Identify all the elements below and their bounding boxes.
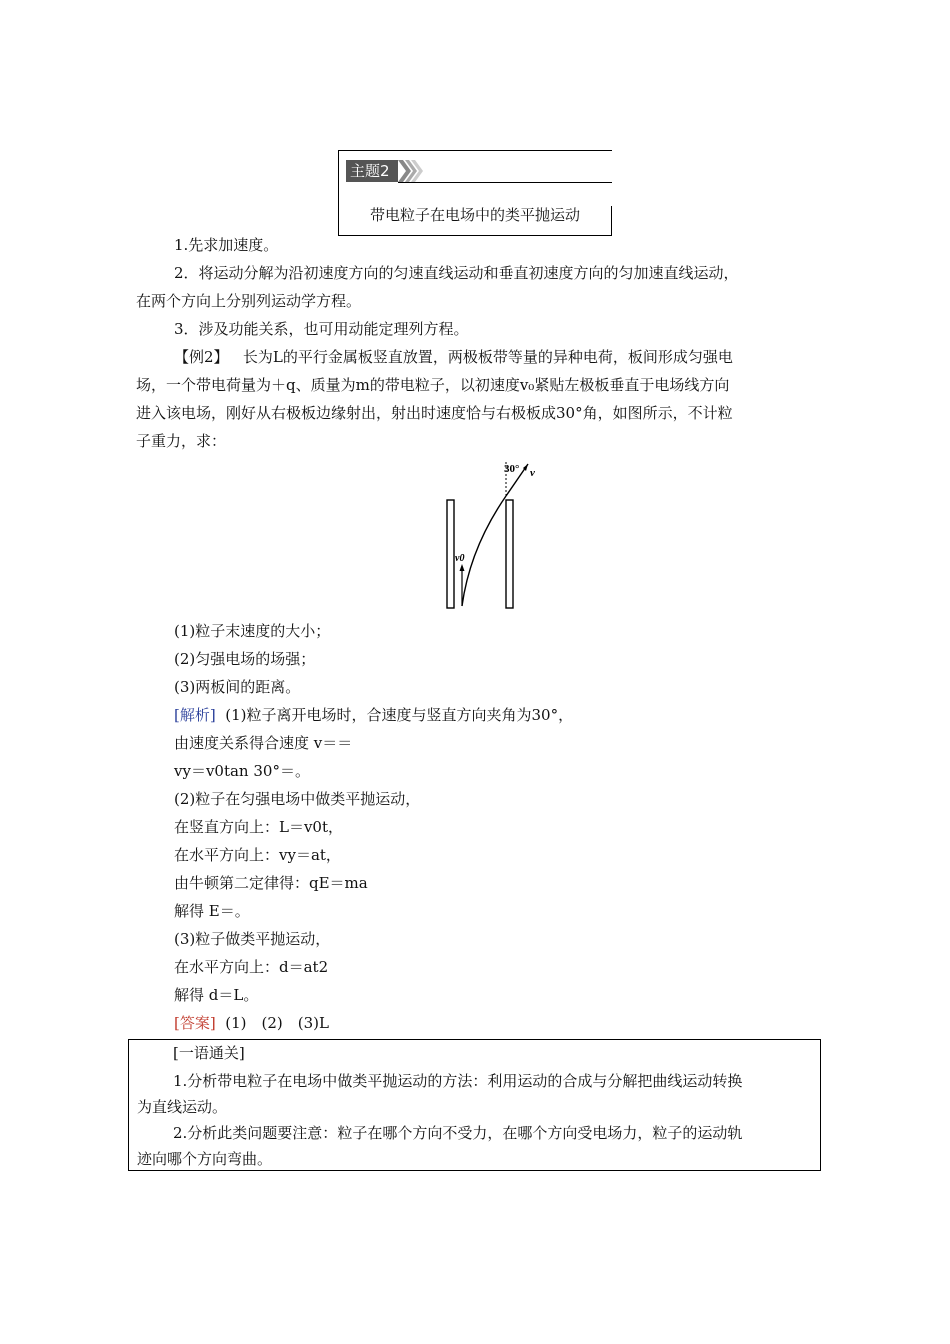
- summary-item-2: 2.分析此类问题要注意：粒子在哪个方向不受力，在哪个方向受电场力，粒子的运动轨: [173, 1124, 743, 1142]
- step-2-cont: 在两个方向上分别列运动学方程。: [136, 292, 362, 310]
- example-line-2: 场，一个带电荷量为＋q、质量为m的带电粒子，以初速度v₀紧贴左极板垂直于电场线方向: [136, 376, 730, 394]
- step-2: 2．将运动分解为沿初速度方向的匀速直线运动和垂直初速度方向的匀加速直线运动，: [174, 264, 739, 282]
- example-line-4: 子重力，求：: [136, 432, 227, 450]
- v0-arrow-head: [460, 564, 465, 571]
- divider: [611, 206, 612, 236]
- divider: [338, 150, 612, 151]
- summary-item-1: 1.分析带电粒子在电场中做类平抛运动的方法：利用运动的合成与分解把曲线运动转换: [173, 1072, 743, 1090]
- summary-item-2-cont: 迹向哪个方向弯曲。: [137, 1150, 273, 1168]
- step-3: 3．涉及功能关系，也可用动能定理列方程。: [174, 320, 469, 338]
- solution-label: [解析]: [174, 706, 216, 724]
- v-label: v: [530, 467, 535, 479]
- question-1: (1)粒子末速度的大小；: [174, 622, 331, 640]
- solution-line-2: 由速度关系得合速度 v＝＝: [174, 734, 353, 752]
- solution-line-7: 由牛顿第二定律得：qE＝ma: [174, 874, 368, 892]
- trajectory: [462, 496, 506, 606]
- question-2: (2)匀强电场的场强；: [174, 650, 316, 668]
- example-text-1: 长为L的平行金属板竖直放置，两极板带等量的异种电荷，板间形成匀强电: [242, 348, 733, 366]
- solution-line-6: 在水平方向上：vy＝at，: [174, 846, 341, 864]
- solution-line-5: 在竖直方向上：L＝v0t，: [174, 818, 344, 836]
- solution-line-4: (2)粒子在匀强电场中做类平抛运动，: [174, 790, 421, 808]
- solution-line-8: 解得 E＝。: [174, 902, 250, 920]
- plates-figure: [440, 458, 550, 610]
- divider: [398, 182, 612, 183]
- answer-label: [答案]: [174, 1014, 216, 1032]
- solution-line-10: 在水平方向上：d＝at2: [174, 958, 329, 976]
- divider: [338, 235, 612, 236]
- stripes-decoration: [398, 160, 428, 182]
- v0-label: v0: [455, 553, 465, 564]
- solution-line-11: 解得 d＝L。: [174, 986, 259, 1004]
- topic-title: 带电粒子在电场中的类平抛运动: [369, 206, 580, 224]
- answer-line: [174, 1012, 329, 1034]
- topic-header: [338, 150, 612, 236]
- solution-text: (1)粒子离开电场时，合速度与竖直方向夹角为30°，: [225, 706, 574, 724]
- example-line-3: 进入该电场，刚好从右极板边缘射出，射出时速度恰与右极板成30°角，如图所示，不计粒: [136, 404, 733, 422]
- answer-text: (1) (2) (3)L: [225, 1014, 329, 1032]
- summary-title: [一语通关]: [173, 1044, 245, 1062]
- solution-line-3: vy＝v0tan 30°＝。: [174, 762, 310, 780]
- question-3: (3)两板间的距离。: [174, 678, 301, 696]
- example-label: 【例2】: [174, 348, 229, 366]
- left-plate: [447, 500, 454, 608]
- summary-item-1-cont: 为直线运动。: [137, 1098, 228, 1116]
- right-plate: [506, 500, 513, 608]
- solution-line-9: (3)粒子做类平抛运动，: [174, 930, 331, 948]
- example-line-1: [174, 346, 733, 368]
- topic-tag: 主题2: [346, 160, 398, 182]
- step-1: 1.先求加速度。: [174, 236, 279, 254]
- solution-line-1: [174, 704, 573, 726]
- angle-label: 30°: [504, 463, 520, 475]
- summary-box: [128, 1039, 821, 1171]
